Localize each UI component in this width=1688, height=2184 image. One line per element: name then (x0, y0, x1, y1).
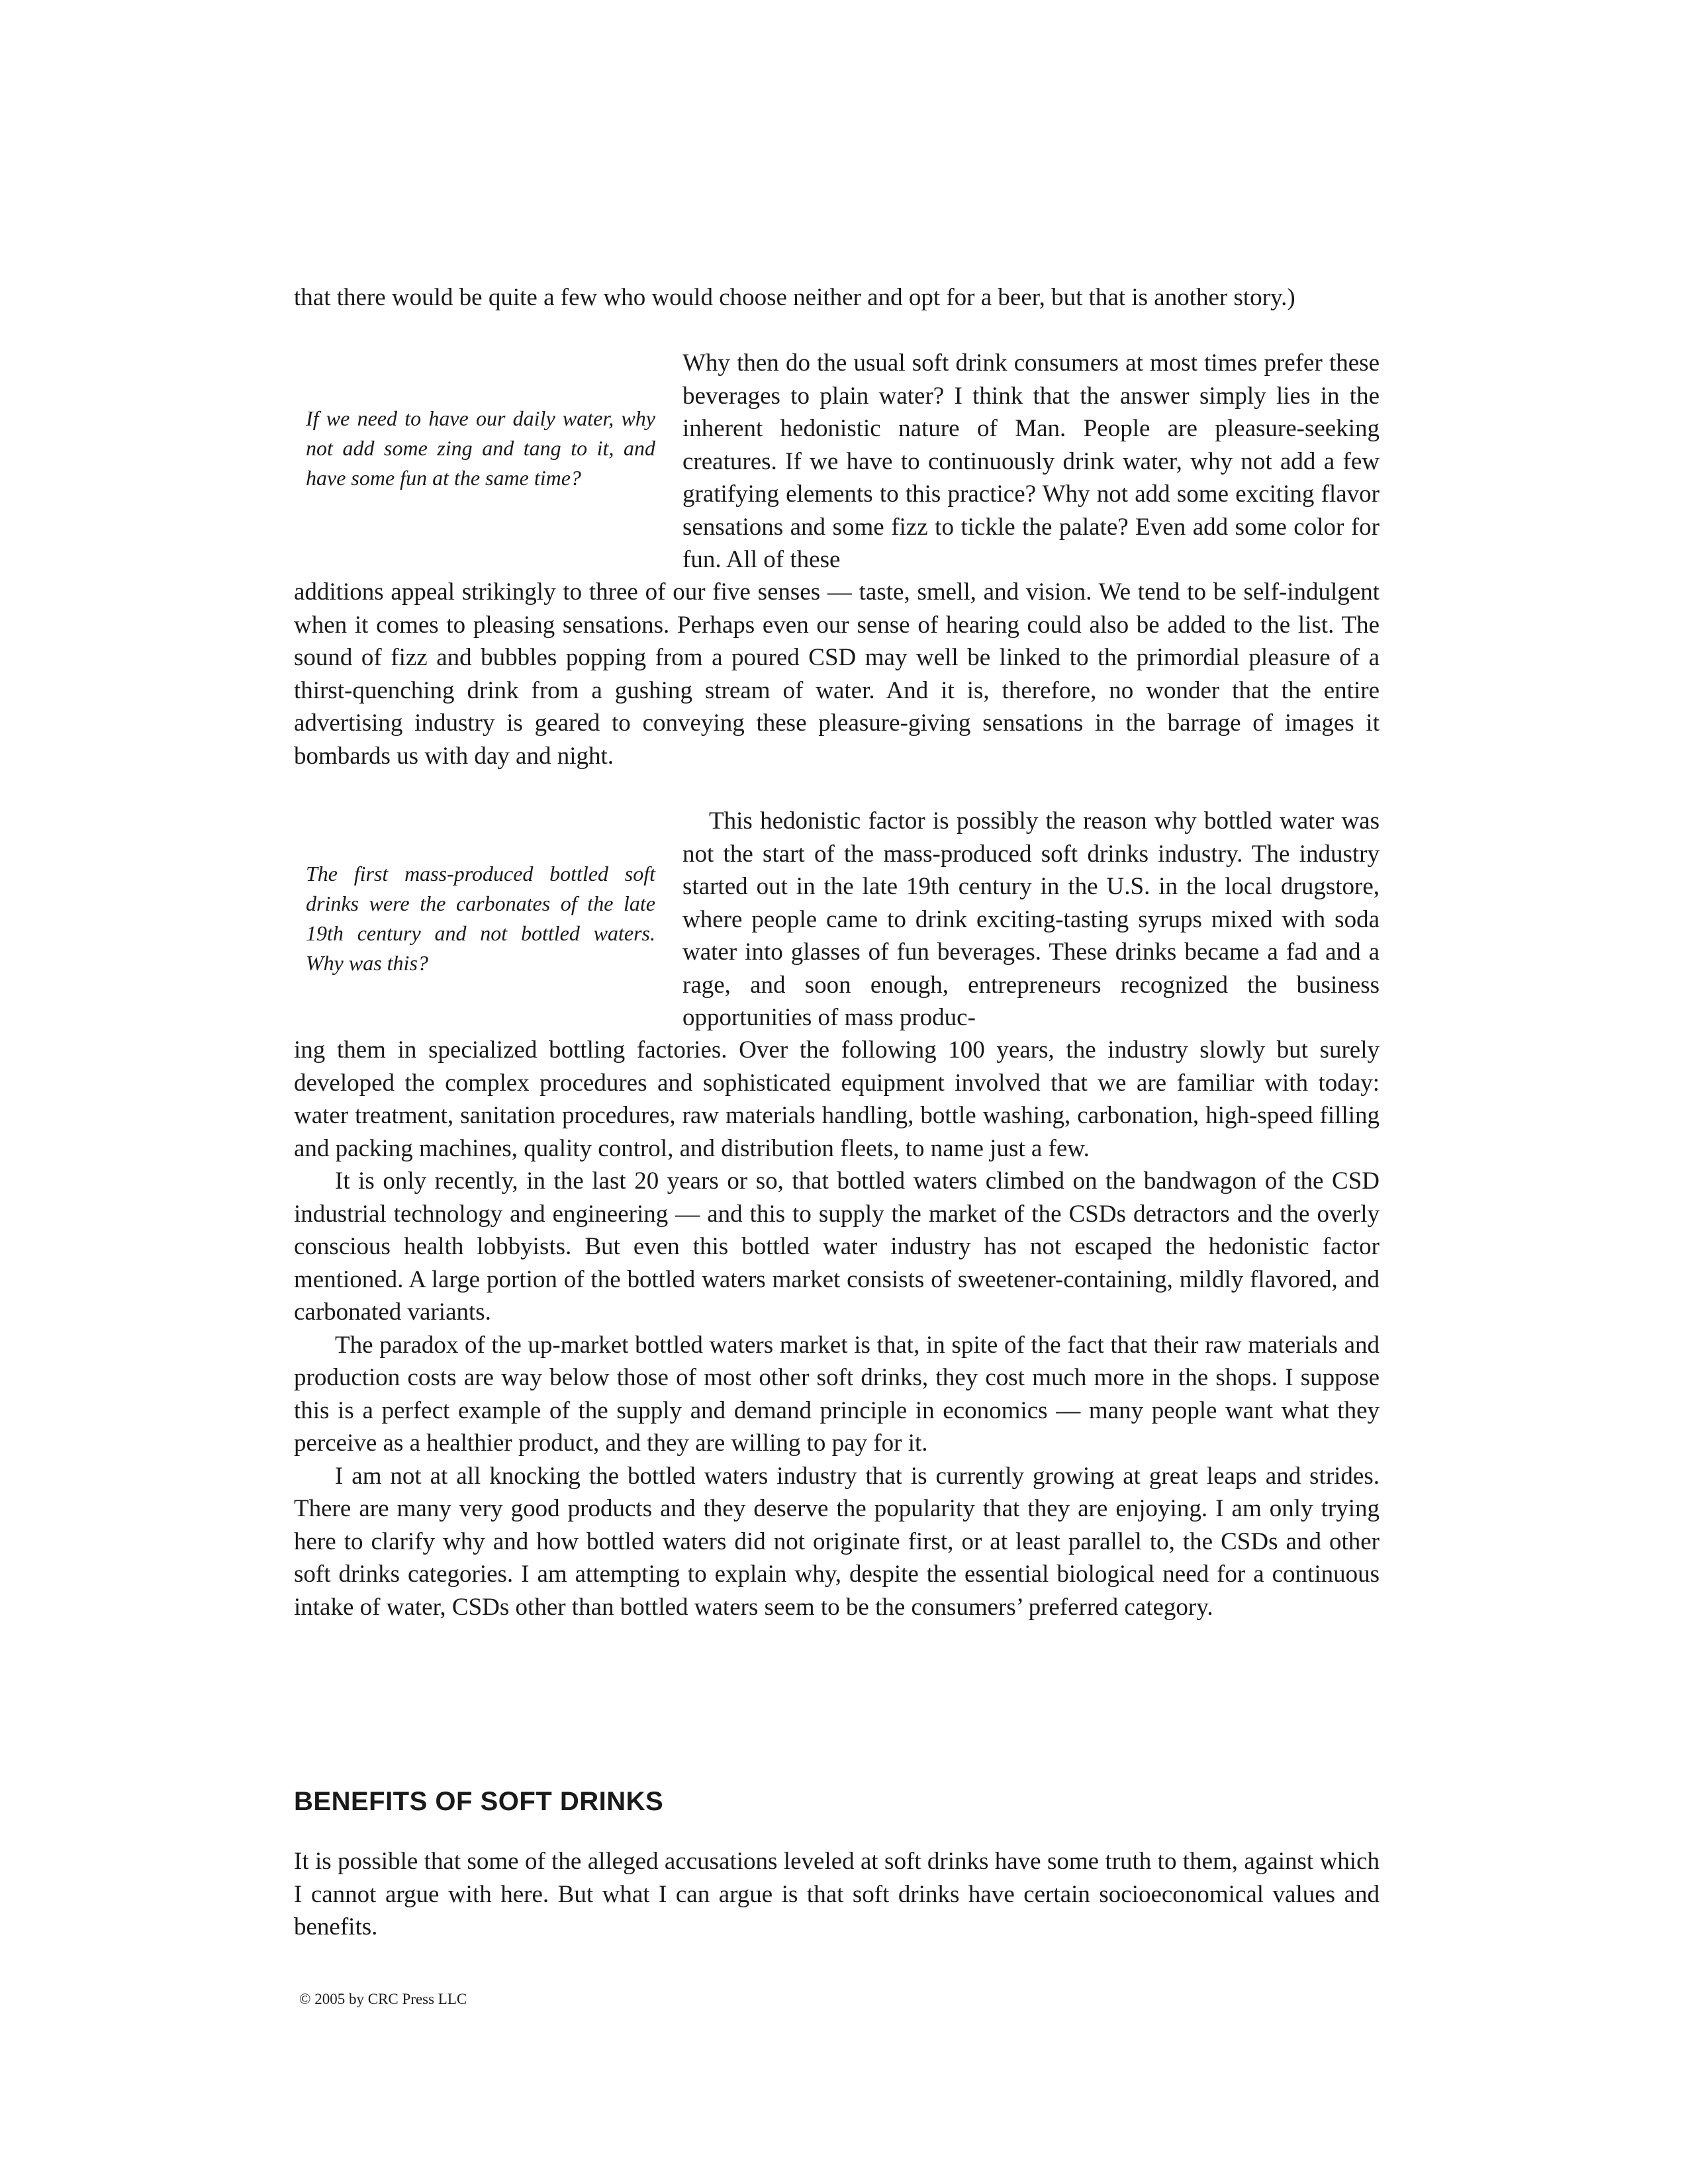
pull-quote-mass-produced: The first mass-produced bottled soft drinks were the carbonates of the late 19th century and not bottled waters. Why was this? (306, 862, 655, 975)
paragraph-continuation: that there would be quite a few who would choose neither and opt for a beer, but that is another story.) (294, 284, 1295, 311)
paragraph-industry-continuation: ing them in specialized bottling factories. Over the following 100 years, the industry slowly but surely developed the complex procedures and sophisticated equipment involved that we are familiar with today: water treatment, sanitation procedures, raw materials handling, bottle washing, carbonation, high-speed filling and packing machines, quality control, and distribution fleets, to name just a few. (294, 1036, 1380, 1162)
paragraph-hedonistic-right-column: Why then do the usual soft drink consumers at most times prefer these beverages to plain water? I think that the answer simply lies in the inherent hedonistic nature of Man. People are pleasure-seeking creatures. If we have to continuously drink water, why not add a few gratifying elements to this practice? Why not add some exciting flavor sensations and some fizz to tickle the palate? Even add some color for fun. All of these (682, 349, 1380, 573)
pull-quote-daily-water: If we need to have our daily water, why not add some zing and tang to it, and have some fun at the same time? (306, 406, 655, 490)
paragraph-paradox: The paradox of the up-market bottled waters market is that, in spite of the fact that their raw materials and production costs are way below those of most other soft drinks, they cost much more in the shops. I suppose this is a perfect example of the supply and demand principle in economics — many people want what they perceive as a healthier product, and they are willing to pay for it. (294, 1331, 1380, 1457)
paragraph-hedonistic-continuation-block (294, 576, 1380, 772)
section-heading-benefits: BENEFITS OF SOFT DRINKS (294, 1787, 664, 1816)
paragraph-hedonistic-continuation: additions appeal strikingly to three of our five senses — taste, smell, and vision. We tend to be self-indulgent when it comes to pleasing sensations. Perhaps even our sense of hearing could also be added to the list. The sound of fizz and bubbles popping from a poured CSD may well be linked to the primordial pleasure of a thirst-quenching drink from a gushing stream of water. And it is, therefore, no wonder that the entire advertising industry is geared to conveying these pleasure-giving sensations in the barrage of images it bombards us with day and night. (294, 578, 1380, 770)
copyright-footer: © 2005 by CRC Press LLC (299, 1991, 467, 2007)
paragraph-not-knocking: I am not at all knocking the bottled waters industry that is currently growing at great leaps and strides. There are many very good products and they deserve the popularity that they are enjoying. I am only trying here to clarify why and how bottled waters did not originate first, or at least parallel to, the CSDs and other soft drinks categories. I am attempting to explain why, despite the essential biological need for a continuous intake of water, CSDs other than bottled waters seem to be the consumers’ preferred category. (294, 1462, 1380, 1621)
paragraph-bottled-waters-recent: It is only recently, in the last 20 years or so, that bottled waters climbed on the bandwagon of the CSD industrial technology and engineering — and this to supply the market of the CSDs detractors and the overly conscious health lobbyists. But even this bottled water industry has not escaped the hedonistic factor mentioned. A large portion of the bottled waters market consists of sweetener-containing, mildly flavored, and carbonated variants. (294, 1167, 1380, 1326)
benefits-text-block (294, 1845, 1380, 1944)
paragraph-benefits: It is possible that some of the alleged accusations leveled at soft drinks have some truth to them, against which I cannot argue with here. But what I can argue is that soft drinks have certain socioeconomical values and benefits. (294, 1848, 1380, 1940)
paragraph-industry-right-column: This hedonistic factor is possibly the reason why bottled water was not the start of the mass-produced soft drinks industry. The industry started out in the late 19th century in the U.S. in the local drugstore, where people came to drink exciting-tasting syrups mixed with soda water into glasses of fun beverages. These drinks became a fad and a rage, and soon enough, entrepreneurs recognized the business opportunities of mass produc- (682, 807, 1380, 1031)
main-body-text-block (294, 1034, 1380, 1623)
opening-text-block (294, 281, 1380, 314)
